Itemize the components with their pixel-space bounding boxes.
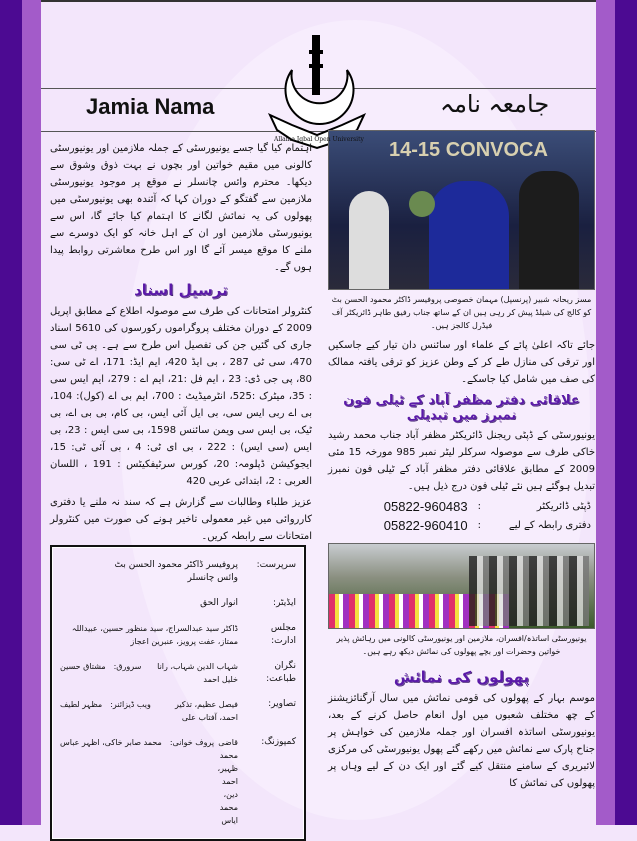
- phone-row-deputy-director: ڈپٹی ڈائریکٹر : 05822-960483: [383, 499, 591, 514]
- credits-box: [50, 545, 306, 841]
- logo-ribbon-text: Allama Iqbal Open University: [274, 136, 364, 143]
- photo-banner-text: 14-15 CONVOCA: [389, 139, 548, 161]
- masthead-title-english: Jamia Nama: [86, 94, 215, 119]
- credit-board: مجلس ادارت: ڈاکٹر سید عبدالسراج، سید منظور حسین، عبیداللہ ممتاز، عفت پرویز، عنبرین اعجاز: [71, 623, 296, 646]
- photo2-caption: یونیورسٹی اساتذہ/افسران، ملازمین اور یونیورسٹی کالونی میں رہائش پذیر خواتین وحضرات اور بچے پھولوں کی نمائش دیکھ رہے ہیں۔: [336, 634, 587, 656]
- phones-body: یونیورسٹی کے ڈپٹی ریجنل ڈائریکٹر مظفر آباد جناب محمد رشید خاکی طرف سے موصولہ سرکلر لیٹر نمبر 985 مورخہ 15 مئی 2009 کے مطابق علاقائی دفتر مظفر آباد کے ٹیلی فون نمبرز تبدیل ہوگئے ہیں نئے ٹیلی فون درج ذیل ہیں۔: [328, 430, 596, 492]
- degrees-note: عزیز طلباء وطالبات سے گزارش ہے کہ سند نہ ملنے یا دفتری کارروائی میں غیر معمولی تاخیر ہونے کی صورت میں کنٹرولر امتحانات سے رابطہ کریں۔: [50, 497, 312, 542]
- degrees-heading: ترسیل اسناد: [134, 281, 228, 299]
- credit-patron: سرپرست: پروفیسر ڈاکٹر محمود الحسن بٹ وائس چانسلر: [114, 560, 296, 583]
- credit-editor: ایڈیٹر: انوار الحق: [200, 598, 296, 608]
- right-border-light: [596, 0, 615, 825]
- intro-paragraph: اہتمام کیا گیا جسے یونیورسٹی کے جملہ ملازمین اور یونیورسٹی کالونی میں مقیم خواتین اور بچوں نے بہت ذوق وشوق سے دیکھا۔ محترم وائس چانسلر نے موقع پر موجود یونیورسٹی ملازمین سے گفتگو کے دوران کہا کہ آئندہ بھی یونیورسٹی میں پھولوں کی یہ نمائش لگانے کا اہتمام کیا جائے گا، اس سے یونیورسٹی ملازمین اور ان کے اہل خانہ کو ایک دوسرے سے ملنے کا موقع میسر آئے گا اور اس طرح معاشرتی روابط پیدا ہوں گے۔: [50, 143, 312, 273]
- left-border-dark: [0, 0, 22, 825]
- phones-heading: علاقائی دفتر مظفر آباد کے ٹیلی فون نمبرز میں تبدیلی: [343, 393, 580, 423]
- right-border-dark: [615, 0, 637, 825]
- phone-row-office: دفتری رابطہ کے لیے : 05822-960410: [383, 518, 591, 533]
- left-border-light: [22, 0, 41, 825]
- flowers-heading: پھولوں کی نمائش: [393, 668, 530, 686]
- credit-photos: تصاویر: فیصل عظیم، تذکیر احمد، آفتاب علی ویب ڈیزائنر: مظہر لطیف: [60, 699, 296, 722]
- credit-composing: کمپوزنگ: قاضی محمد ظہیر، احمد دین، محمد ایاس پروف خوانی: محمد صابر خاکی، اظہر عباس: [60, 737, 296, 825]
- credit-printing: نگران طباعت: شہاب الدین شہاب، رانا خلیل احمد سرورق: مشتاق حسین: [60, 661, 296, 684]
- university-logo: [262, 30, 372, 155]
- degrees-body: کنٹرولر امتحانات کی طرف سے موصولہ اطلاع کے مطابق اپریل 2009 کے دوران مختلف پروگراموں رکورسوں کی 5610 اسناد جاری کی گئیں جن کی تفصیل اس طرح سے ہے۔ پی ٹی سی 470، سی ٹی 287 ، بی ایڈ 420، ایم ایڈ: 171، اے ٹی سی: 80، پی جی ڈی: 23 ، ایم فل :21، ایم اے : 279، ایم ایس سی : 35، میٹرک :525، انٹرمیڈیٹ : 700، ایم بی اے (کول): 104، بی اے ربی ایس سی، بی ایل آئی ایس، بی کام، بی بی اے، بی ٹیک، بی ایس سی ویمن سائنس 1598، بی سی ایس : 23، بی ایس (سی ایس) : 222 ، بی ای ٹی: 4 ، بی آئی ٹی: 15، ایجوکیشن ڈپلومہ: 20، کورس سرٹیفکیٹس : 191 ، اللسان العربی : 2، ابتدائی عربی 420: [50, 306, 312, 487]
- convocation-photo: [328, 130, 595, 290]
- flower-show-photo: [328, 543, 595, 629]
- continued-paragraph: جائے تاکہ اعلیٰ پائے کے علماء اور سائنس دان تیار کیے جاسکیں اور ترقی کی منازل طے کر کے وطن عزیز کو ترقی یافتہ ممالک کی صف میں شامل کیا جاسکے۔: [328, 340, 595, 385]
- top-border: [0, 0, 637, 2]
- flowers-body: موسم بہار کے پھولوں کی قومی نمائش میں سال آرگنائزیشنز کے چھ مختلف شعبوں میں اول انعام حاصل کرنے کے بعد، یونیورسٹی اساتذہ افسران اور جملہ ملازمین کی خواہش پر جناح پارک سے نمائش میں رکھے گئے پھول یونیورسٹی کی مرکزی لائبریری کے سامنے منتقل کیے گئے اور ایک دن کے لیے وہاں پر پھولوں کی نمائش کا: [328, 693, 595, 789]
- masthead-title-urdu: جامعہ نامہ: [440, 90, 550, 118]
- phone-list: [328, 499, 595, 537]
- photo1-caption: مسز ریحانہ شبیر (پرنسپل) مہمان خصوصی پروفیسر ڈاکٹر محمود الحسن بٹ کو کالج کی شیلڈ پیش کر رہی ہیں ان کے ساتھ جناب رفیق طاہر ڈائریکٹر آف فیڈرل کالجز ہیں۔: [331, 295, 592, 330]
- right-column: [328, 130, 595, 792]
- left-column: [50, 140, 312, 825]
